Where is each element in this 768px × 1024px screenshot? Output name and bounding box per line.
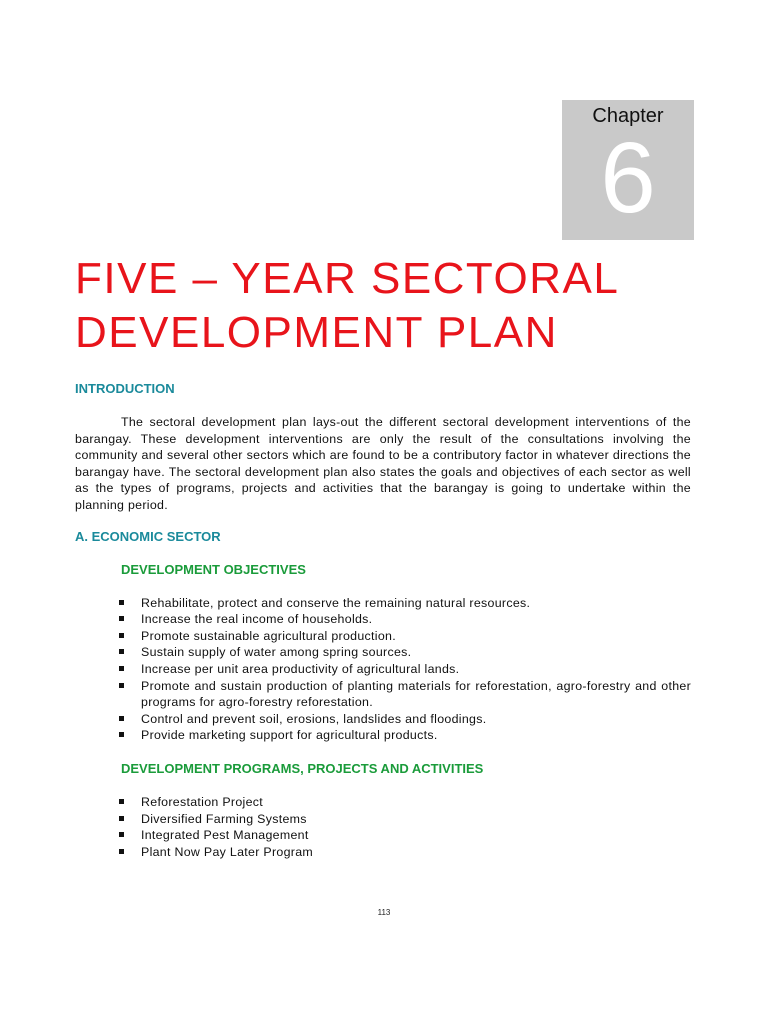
square-bullet-icon [119,666,124,671]
list-item: Increase the real income of households. [141,611,691,628]
list-item: Increase per unit area productivity of agricultural lands. [141,661,691,678]
programs-heading: DEVELOPMENT PROGRAMS, PROJECTS AND ACTIVITIES [121,760,484,776]
objectives-list [75,595,691,744]
chapter-number: 6 [600,122,656,234]
square-bullet-icon [119,633,124,638]
programs-section [121,760,691,777]
square-bullet-icon [119,683,124,688]
title-line-2: DEVELOPMENT PLAN [75,308,558,357]
document-body [75,380,691,860]
square-bullet-icon [119,716,124,721]
square-bullet-icon [119,799,124,804]
square-bullet-icon [119,732,124,737]
list-item: Promote and sustain production of planting materials for reforestation, agro-forestry and other programs for agro-forestry reforestation. [141,678,691,711]
list-item: Rehabilitate, protect and conserve the remaining natural resources. [141,595,691,612]
objectives-heading: DEVELOPMENT OBJECTIVES [121,561,306,577]
list-item: Plant Now Pay Later Program [141,844,691,861]
economic-sector-heading: A. ECONOMIC SECTOR [75,528,221,544]
objectives-section [121,561,691,578]
list-item: Sustain supply of water among spring sources. [141,644,691,661]
square-bullet-icon [119,600,124,605]
title-line-1: FIVE – YEAR SECTORAL [75,254,620,303]
list-item: Promote sustainable agricultural production. [141,628,691,645]
list-item: Reforestation Project [141,794,691,811]
chapter-label: Chapter [592,105,664,127]
chapter-box [562,100,694,240]
page-title [75,252,619,360]
list-item: Control and prevent soil, erosions, landslides and floodings. [141,711,691,728]
list-item: Provide marketing support for agricultural products. [141,727,691,744]
introduction-paragraph: The sectoral development plan lays-out the different sectoral development interventions of the barangay. These development interventions are only the result of the consultations involving the community and several other sectors which are found to be a contributory factor in whatever directions the barangay have. The sectoral development plan also states the goals and objectives of each sector as well as the types of programs, projects and activities that the barangay is going to undertake within the planning period. [75,415,691,512]
square-bullet-icon [119,616,124,621]
list-item: Integrated Pest Management [141,827,691,844]
introduction-heading: INTRODUCTION [75,381,175,396]
square-bullet-icon [119,649,124,654]
programs-list [75,794,691,860]
square-bullet-icon [119,849,124,854]
list-item: Diversified Farming Systems [141,811,691,828]
square-bullet-icon [119,832,124,837]
square-bullet-icon [119,816,124,821]
page-number: 113 [377,908,391,917]
